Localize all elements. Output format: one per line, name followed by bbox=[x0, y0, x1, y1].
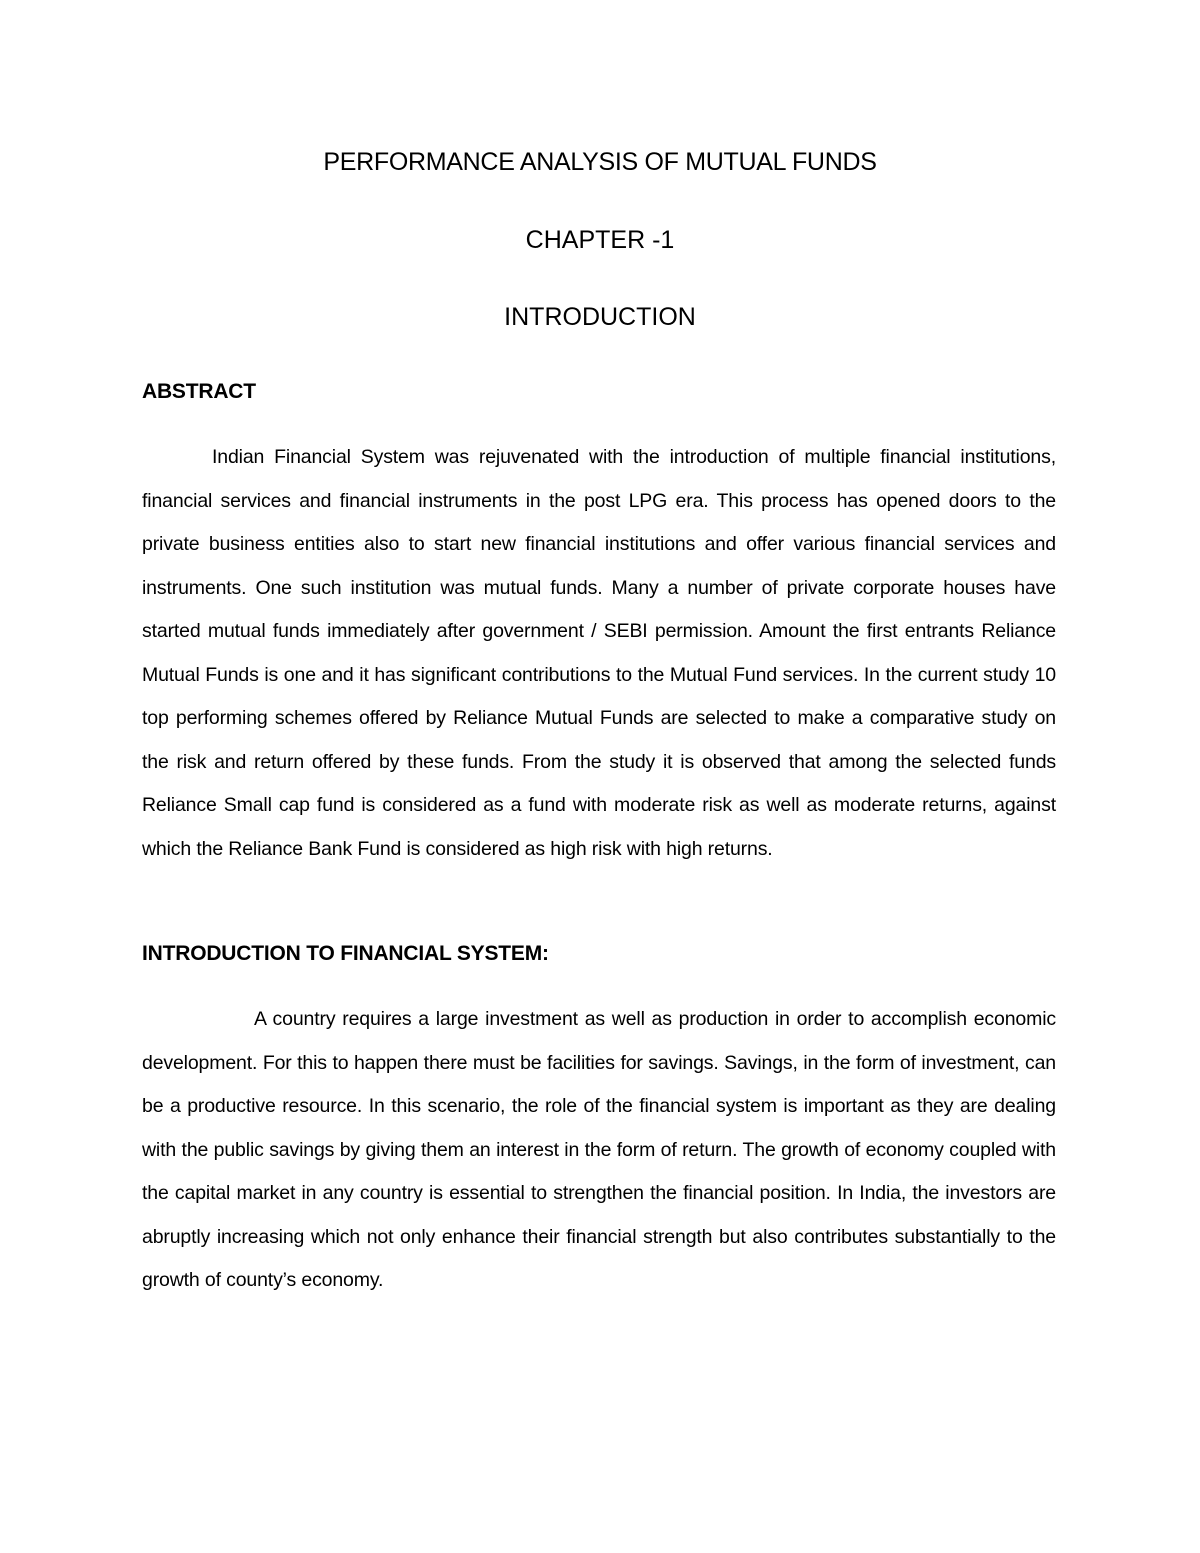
financial-system-heading: INTRODUCTION TO FINANCIAL SYSTEM: bbox=[142, 942, 549, 965]
abstract-heading: ABSTRACT bbox=[142, 380, 256, 403]
financial-system-paragraph: A country requires a large investment as well as production in order to accomplish economic development. For this to happen there must be facilities for savings. Savings, in the form of investment, can be a productive resource. In this scenario, the role of the financial system is important as they are dealing with the public savings by giving them an interest in the form of return. The growth of economy coupled with the capital market in any country is essential to strengthen the financial position. In India, the investors are abruptly increasing which not only enhance their financial strength but also contributes substantially to the growth of county’s economy. bbox=[142, 1008, 1056, 1291]
chapter-title: INTRODUCTION bbox=[504, 303, 696, 331]
chapter-number: CHAPTER -1 bbox=[525, 226, 675, 254]
document-title: PERFORMANCE ANALYSIS OF MUTUAL FUNDS bbox=[323, 148, 877, 176]
abstract-paragraph: Indian Financial System was rejuvenated with the introduction of multiple financial institutions, financial services and financial instruments in the post LPG era. This process has opened doors to the private business entities also to start new financial institutions and offer various financial services and instruments. One such institution was mutual funds. Many a number of private corporate houses have started mutual funds immediately after government / SEBI permission. Amount the first entrants Reliance Mutual Funds is one and it has significant contributions to the Mutual Fund services. In the current study 10 top performing schemes offered by Reliance Mutual Funds are selected to make a comparative study on the risk and return offered by these funds. From the study it is observed that among the selected funds Reliance Small cap fund is considered as a fund with moderate risk as well as moderate returns, against which the Reliance Bank Fund is considered as high risk with high returns. bbox=[142, 446, 1056, 860]
